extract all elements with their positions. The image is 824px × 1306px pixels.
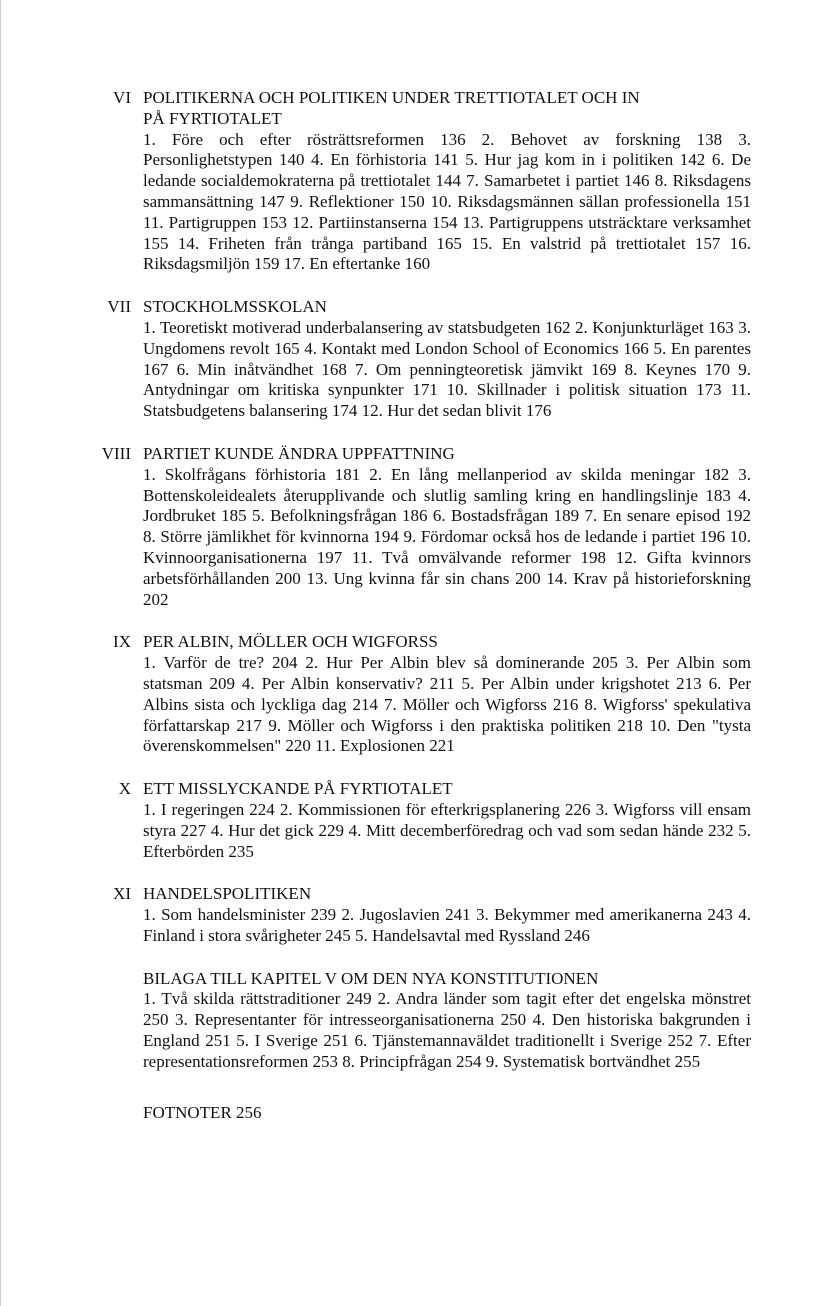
chapter-ix bbox=[91, 632, 751, 757]
chapter-numeral: VI bbox=[113, 88, 131, 107]
chapter-title: ETT MISSLYCKANDE PÅ FYRTIOTALET bbox=[143, 779, 453, 799]
chapter-entries: 1. Som handelsminister 239 2. Jugoslavien 241 3. Bekymmer med amerikanerna 243 4. Finland i stora svårigheter 245 5. Handelsavtal med Ryssland 246 bbox=[143, 905, 751, 945]
chapter-entries: 1. Före och efter rösträttsreformen 136 2. Behovet av forskning 138 3. Personlighetstypen 140 4. En förhistoria 141 5. Hur jag kom in i politiken 142 6. De ledande socialdemokraterna på trettiotalet 144 7. Samarbetet i partiet 146 8. Riksdagens sammansättning 147 9. Reflektioner 150 10. Riksdagsmännen sällan professionella 151 11. Partigruppen 153 12. Partiinstanserna 154 13. Partigruppens utsträcktare verksamhet 155 14. Friheten från trånga partiband 165 15. En valstrid på trettiotalet 157 16. Riksdagsmiljön 159 17. En eftertanke 160 bbox=[143, 129, 751, 274]
chapter-xi bbox=[91, 884, 751, 946]
chapter-numeral: IX bbox=[113, 632, 131, 652]
chapter-vi bbox=[91, 88, 751, 275]
chapter-title: HANDELSPOLITIKEN bbox=[143, 884, 312, 904]
appendix-entries: 1. Två skilda rättstraditioner 249 2. Andra länder som tagit efter det engelska mönstret 250 3. Representanter för intresseorganisationerna 250 4. Den historiska bakgrunden i England 251 5. I Sverige 251 6. Tjänstemannaväldet traditionellt i Sverige 252 7. Efter representationsreformen 253 8. Principfrågan 254 9. Systematisk bortvändhet 255 bbox=[143, 989, 751, 1071]
table-of-contents bbox=[91, 88, 751, 1123]
chapter-title: PER ALBIN, MÖLLER OCH WIGFORSS bbox=[143, 632, 438, 652]
appendix-title: BILAGA TILL KAPITEL V OM DEN NYA KONSTITUTIONEN bbox=[143, 968, 599, 988]
chapter-entries: 1. Skolfrågans förhistoria 181 2. En lång mellanperiod av skilda meningar 182 3. Bottenskoleidealets återupplivande och slutlig samling kring en handlingslinje 183 4. Jordbruket 185 5. Befolkningsfrågan 186 6. Bostadsfrågan 189 7. En senare episod 192 8. Större jämlikhet för kvinnorna 194 9. Fördomar också hos de ledande i partiet 196 10. Kvinnoorganisationerna 197 11. Två omvälvande reformer 198 12. Gifta kvinnors arbetsförhållanden 200 13. Ung kvinna får sin chans 200 14. Krav på historieforskning 202 bbox=[143, 464, 751, 609]
chapter-numeral: VII bbox=[107, 297, 131, 317]
chapter-entries: 1. Varför de tre? 204 2. Hur Per Albin blev så dominerande 205 3. Per Albin som statsman 209 4. Per Albin konservativ? 211 5. Per Albin under krigshotet 213 6. Per Albins sista och lyckliga dag 214 7. Möller och Wigforss 216 8. Wigforss' spekulativa författarskap 217 9. Möller och Wigforss i den praktiska politiken 218 10. Den "tysta överenskommelsen" 220 11. Explosionen 221 bbox=[143, 653, 751, 756]
chapter-numeral: VIII bbox=[101, 443, 131, 463]
chapter-entries: 1. I regeringen 224 2. Kommissionen för efterkrigsplanering 226 3. Wigforss vill ensam styra 227 4. Hur det gick 229 4. Mitt decemberföredrag och vad som sedan hände 232 5. Efterbörden 235 bbox=[143, 799, 751, 861]
chapter-title: PARTIET KUNDE ÄNDRA UPPFATTNING bbox=[143, 443, 455, 463]
chapter-title: POLITIKERNA OCH POLITIKEN UNDER TRETTIOTALET OCH IN PÅ FYRTIOTALET bbox=[143, 88, 640, 128]
chapter-x bbox=[91, 779, 751, 862]
footnotes-section bbox=[91, 1103, 751, 1124]
chapter-entries: 1. Teoretiskt motiverad underbalansering av statsbudgeten 162 2. Konjunkturläget 163 3. Ungdomens revolt 165 4. Kontakt med London School of Economics 166 5. En parentes 167 6. Min inåtvändhet 168 7. Om penningteoretisk jämvikt 169 8. Keynes 170 9. Antydningar om kritiska synpunkter 171 10. Skillnader i politisk situation 173 11. Statsbudgetens balansering 174 12. Hur det sedan blivit 176 bbox=[143, 317, 751, 421]
chapter-viii bbox=[91, 444, 751, 610]
appendix-section bbox=[91, 969, 751, 1073]
chapter-vii bbox=[91, 297, 751, 422]
chapter-numeral: XI bbox=[113, 884, 131, 904]
footnotes-title: FOTNOTER 256 bbox=[143, 1102, 262, 1122]
chapter-numeral: X bbox=[118, 779, 131, 799]
chapter-title: STOCKHOLMSSKOLAN bbox=[143, 297, 327, 317]
